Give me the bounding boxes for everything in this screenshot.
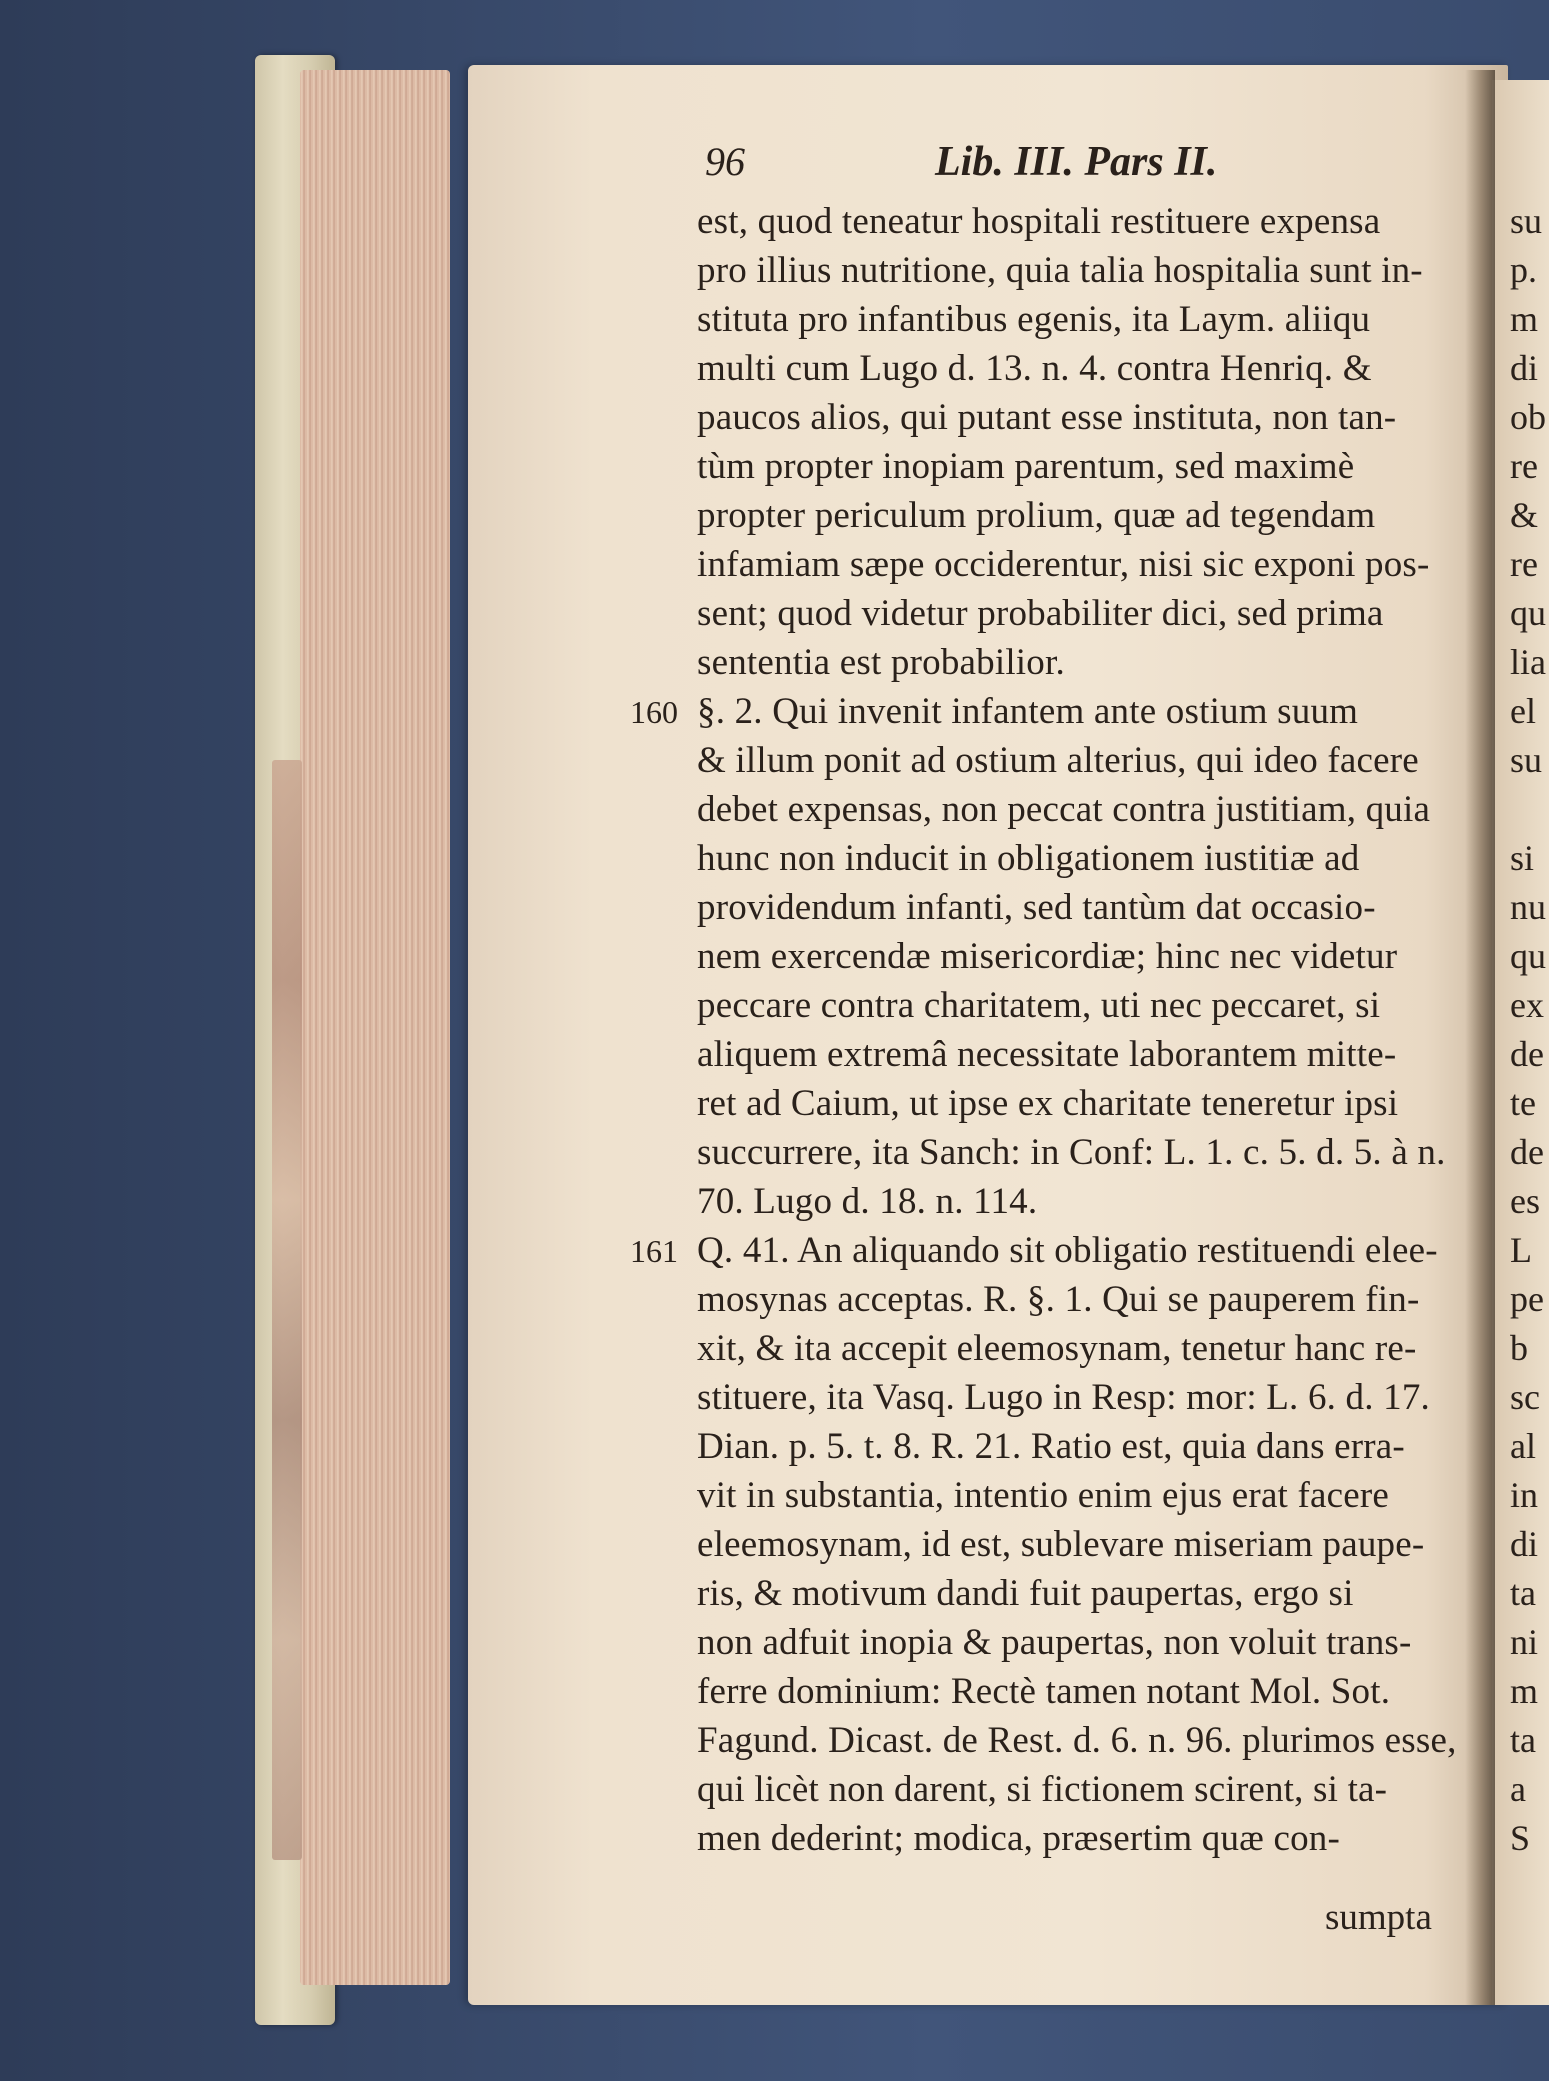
facing-page-fragment: lia <box>1510 642 1546 682</box>
facing-page-fragment: su <box>1510 740 1543 780</box>
text-line: §. 2. Qui invenit infantem ante ostium suum <box>697 691 1359 732</box>
facing-page-fragment: b <box>1510 1328 1528 1368</box>
catchword: sumpta <box>1325 1897 1432 1938</box>
text-line: est, quod teneatur hospitali restituere expensa <box>697 201 1381 242</box>
facing-page-fragment: a <box>1510 1769 1526 1809</box>
facing-page-fragment: el <box>1510 691 1536 731</box>
facing-page-fragment: ta <box>1510 1720 1536 1760</box>
facing-page-fragment: sc <box>1510 1377 1540 1417</box>
facing-page-fragment: m <box>1510 299 1539 339</box>
page-edges <box>300 70 450 1985</box>
facing-page-fragment: & <box>1510 495 1539 535</box>
facing-page-fragment: ni <box>1510 1622 1539 1662</box>
text-line: ferre dominium: Rectè tamen notant Mol. Sot. <box>697 1671 1391 1712</box>
text-line: tùm propter inopiam parentum, sed maximè <box>697 446 1355 487</box>
facing-page-fragment: p. <box>1510 250 1537 290</box>
text-line: providendum infanti, sed tantùm dat occasio- <box>697 887 1376 928</box>
text-line: propter periculum prolium, quæ ad tegendam <box>697 495 1376 536</box>
facing-page-fragment: al <box>1510 1426 1536 1466</box>
facing-page-fragment: nu <box>1510 887 1546 927</box>
facing-page-fragment: ta <box>1510 1573 1536 1613</box>
text-line: infamiam sæpe occiderentur, nisi sic exponi pos- <box>697 544 1430 585</box>
text-line: qui licèt non darent, si fictionem scirent, si ta- <box>697 1769 1388 1810</box>
facing-page-fragment: qu <box>1510 593 1546 633</box>
facing-page-fragment: de <box>1510 1034 1544 1074</box>
facing-page-fragment: di <box>1510 348 1539 388</box>
text-line: eleemosynam, id est, sublevare miseriam paupe- <box>697 1524 1425 1565</box>
facing-page-fragment: su <box>1510 201 1543 241</box>
text-line: mosynas acceptas. R. §. 1. Qui se pauperem fin- <box>697 1279 1420 1320</box>
marginal-number: 160 <box>630 694 678 730</box>
marbled-endpaper <box>272 760 302 1860</box>
facing-page-fragment: te <box>1510 1083 1536 1123</box>
marginal-number: 161 <box>630 1233 678 1269</box>
facing-page-fragment: pe <box>1510 1279 1544 1319</box>
text-line: succurrere, ita Sanch: in Conf: L. 1. c. 5. d. 5. à n. <box>697 1132 1446 1173</box>
facing-page-fragment: de <box>1510 1132 1544 1172</box>
facing-page-fragment: si <box>1510 838 1535 878</box>
text-line: multi cum Lugo d. 13. n. 4. contra Henriq. & <box>697 348 1372 389</box>
text-line: Q. 41. An aliquando sit obligatio restituendi elee- <box>697 1230 1438 1271</box>
text-line: aliquem extremâ necessitate laborantem mitte- <box>697 1034 1397 1075</box>
facing-page-fragment: ex <box>1510 985 1544 1025</box>
text-line: 70. Lugo d. 18. n. 114. <box>697 1181 1038 1222</box>
text-line: paucos alios, qui putant esse instituta, non tan- <box>697 397 1397 438</box>
text-line: Dian. p. 5. t. 8. R. 21. Ratio est, quia dans erra- <box>697 1426 1405 1467</box>
text-line: sent; quod videtur probabiliter dici, sed prima <box>697 593 1384 634</box>
text-line: non adfuit inopia & paupertas, non voluit trans- <box>697 1622 1412 1663</box>
text-line: xit, & ita accepit eleemosynam, tenetur hanc re- <box>697 1328 1417 1369</box>
text-line: hunc non inducit in obligationem iustitiæ ad <box>697 838 1360 879</box>
page-number: 96 <box>705 139 745 184</box>
facing-page-fragment: re <box>1510 544 1538 584</box>
text-line: pro illius nutritione, quia talia hospitalia sunt in- <box>697 250 1423 291</box>
text-line: stituere, ita Vasq. Lugo in Resp: mor: L. 6. d. 17. <box>697 1377 1431 1418</box>
facing-page-fragment: qu <box>1510 936 1546 976</box>
facing-page-fragment: in <box>1510 1475 1539 1515</box>
text-line: nem exercendæ misericordiæ; hinc nec videtur <box>697 936 1398 977</box>
running-head <box>0 138 1549 188</box>
facing-page-fragment: di <box>1510 1524 1539 1564</box>
facing-page-fragment: ob <box>1510 397 1546 437</box>
facing-page-fragment: re <box>1510 446 1538 486</box>
text-line: sententia est probabilior. <box>697 642 1065 683</box>
text-line: ret ad Caium, ut ipse ex charitate teneretur ipsi <box>697 1083 1399 1124</box>
text-line: men dederint; modica, præsertim quæ con- <box>697 1818 1341 1859</box>
text-line: & illum ponit ad ostium alterius, qui ideo facere <box>697 740 1419 781</box>
facing-page-fragment: es <box>1510 1181 1540 1221</box>
text-line: Fagund. Dicast. de Rest. d. 6. n. 96. plurimos esse, <box>697 1720 1457 1761</box>
text-line: vit in substantia, intentio enim ejus erat facere <box>697 1475 1390 1516</box>
text-line: stituta pro infantibus egenis, ita Laym. aliiqu <box>697 299 1371 340</box>
text-line: debet expensas, non peccat contra justitiam, quia <box>697 789 1431 830</box>
text-line: ris, & motivum dandi fuit paupertas, ergo si <box>697 1573 1354 1614</box>
text-line: peccare contra charitatem, uti nec peccaret, si <box>697 985 1381 1026</box>
facing-page-fragment: L <box>1510 1230 1532 1270</box>
facing-page-fragment: S <box>1510 1818 1531 1858</box>
facing-page-fragment: m <box>1510 1671 1539 1711</box>
running-title: Lib. III. Pars II. <box>935 139 1218 185</box>
